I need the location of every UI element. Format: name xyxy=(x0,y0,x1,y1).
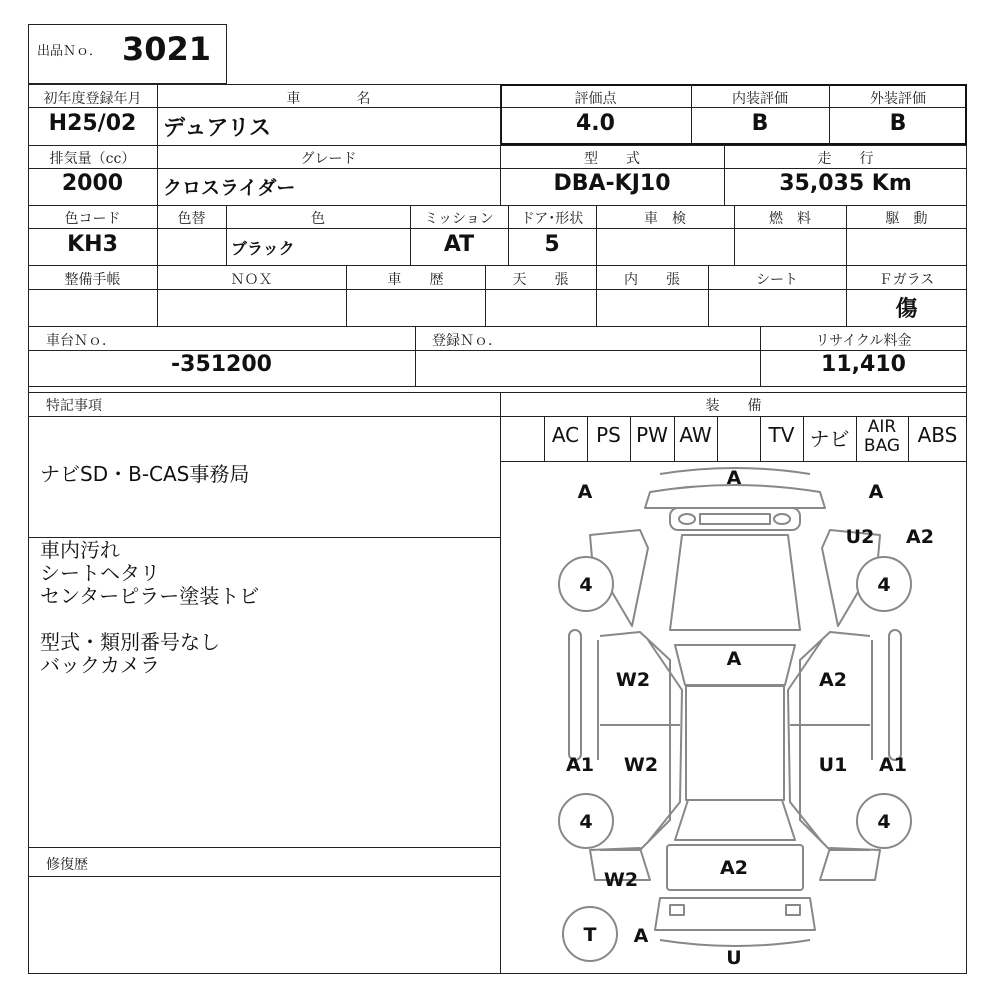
tire-circles xyxy=(559,557,911,961)
seat-label: シート xyxy=(756,272,798,288)
mileage-value: 35,035 Km xyxy=(779,171,912,196)
drive-label: 駆 動 xyxy=(885,211,928,227)
door-value: 5 xyxy=(544,232,560,257)
color-code-label: 色コード xyxy=(64,211,121,227)
registration-number-label: 登録Ｎｏ． xyxy=(432,333,502,349)
equip-airbag: AIR BAG xyxy=(863,417,901,456)
repair-history-label: 修復歴 xyxy=(46,857,88,873)
recycle-label: リサイクル料金 xyxy=(815,333,912,349)
tire-grade: 4 xyxy=(579,811,593,833)
damage-mark: W2 xyxy=(615,669,651,691)
damage-mark: U2 xyxy=(845,526,875,548)
nox-label: ＮＯＸ xyxy=(230,272,273,288)
damage-mark: W2 xyxy=(623,754,659,776)
tire-grade: 4 xyxy=(877,574,891,596)
damage-mark: A1 xyxy=(566,754,594,776)
lot-number-value: 3021 xyxy=(122,30,212,68)
displacement-label: 排気量（cc） xyxy=(49,151,136,167)
color-value: ブラック xyxy=(231,239,295,258)
glass-value: 傷 xyxy=(895,297,918,322)
equip-ac: AC xyxy=(551,423,580,447)
equip-pw: PW xyxy=(636,423,668,447)
registration-label: 初年度登録年月 xyxy=(43,91,142,107)
color-label: 色 xyxy=(311,211,325,227)
equip-ps: PS xyxy=(596,423,621,447)
fuel-label: 燃 料 xyxy=(769,211,811,227)
door-label: ドア･形状 xyxy=(520,211,584,227)
model-label: 型 式 xyxy=(584,151,640,167)
damage-mark: A xyxy=(633,925,649,947)
exterior-label: 外装評価 xyxy=(870,91,926,107)
recolor-label: 色替 xyxy=(177,211,206,227)
damage-mark: A2 xyxy=(819,669,847,691)
mileage-label: 走 行 xyxy=(817,151,874,167)
interior-value: B xyxy=(751,111,769,136)
interior-trim-label: 内 張 xyxy=(624,272,680,288)
chassis-label: 車台Ｎｏ． xyxy=(46,333,116,349)
tire-grade: 4 xyxy=(877,811,891,833)
equip-aw: AW xyxy=(679,423,712,447)
damage-mark: A2 xyxy=(906,526,934,548)
interior-label: 内装評価 xyxy=(732,91,788,107)
inspection-label: 車 検 xyxy=(644,211,686,227)
lot-number-label: 出品Ｎｏ． xyxy=(37,44,103,59)
color-code-value: KH3 xyxy=(67,232,118,257)
grade-label: グレード xyxy=(300,151,357,167)
damage-mark: A xyxy=(577,481,593,503)
tire-grade: 4 xyxy=(579,574,593,596)
mission-label: ミッション xyxy=(424,211,494,227)
maintenance-label: 整備手帳 xyxy=(64,272,121,288)
displacement-value: 2000 xyxy=(61,171,124,196)
notes-block-2: 車内汚れ シートヘタリ センターピラー塗装トビ 型式・類別番号なし バックカメラ xyxy=(40,538,260,677)
recycle-value: 11,410 xyxy=(821,352,906,377)
damage-mark: W2 xyxy=(603,869,639,891)
glass-label: Ｆガラス xyxy=(878,272,935,288)
damage-mark: A xyxy=(868,481,884,503)
roof-label: 天 張 xyxy=(512,272,569,288)
score-label: 評価点 xyxy=(574,91,617,107)
equip-tv: TV xyxy=(768,423,795,447)
damage-mark: A2 xyxy=(720,857,748,879)
damage-mark: A1 xyxy=(879,754,907,776)
grade-value: クロスライダー xyxy=(163,177,296,199)
damage-mark: A xyxy=(726,467,742,489)
notes-label: 特記事項 xyxy=(46,398,102,414)
damage-mark: U xyxy=(726,947,742,969)
damage-mark: A xyxy=(726,648,742,670)
tire-grade: T xyxy=(583,924,597,946)
equip-abs: ABS xyxy=(917,423,958,447)
damage-mark: U1 xyxy=(818,754,848,776)
car-name-label: 車 名 xyxy=(286,91,371,107)
car-name-value: デュアリス xyxy=(163,116,272,141)
equip-navi: ナビ xyxy=(809,427,850,451)
notes-line-1: ナビSD・B-CAS事務局 xyxy=(40,462,250,486)
model-value: DBA-KJ10 xyxy=(553,171,671,196)
score-value: 4.0 xyxy=(576,111,615,136)
registration-value: H25/02 xyxy=(48,111,137,136)
mission-value: AT xyxy=(443,232,475,257)
equipment-label: 装 備 xyxy=(705,398,762,414)
chassis-value: -351200 xyxy=(171,352,272,377)
history-label: 車 歴 xyxy=(387,272,444,288)
exterior-value: B xyxy=(889,111,907,136)
